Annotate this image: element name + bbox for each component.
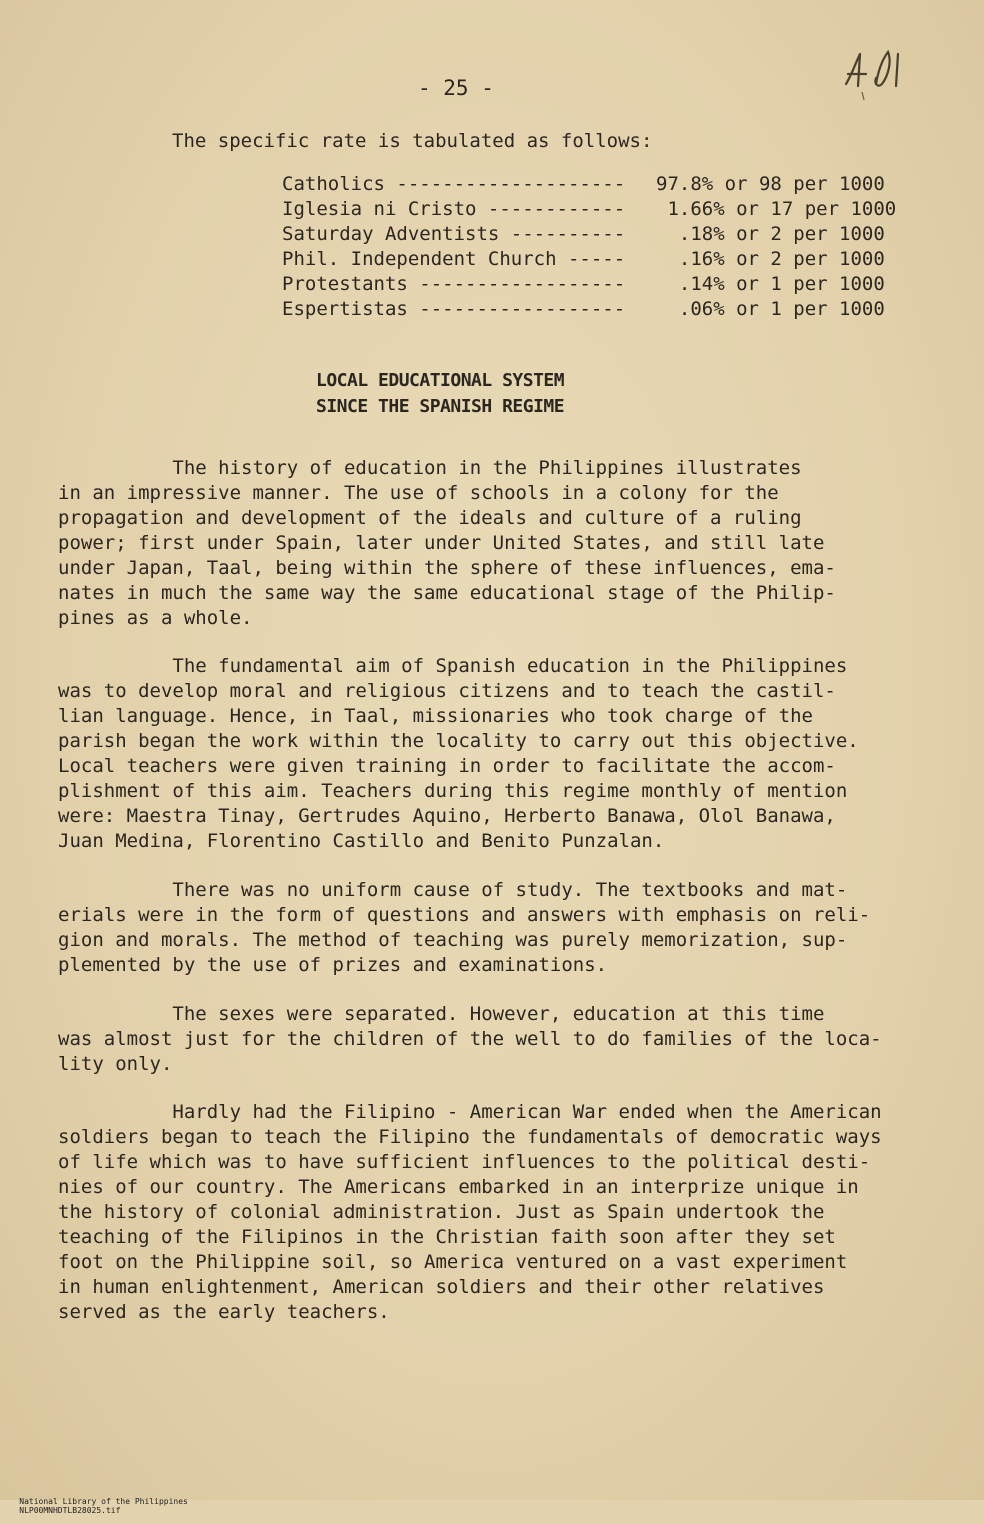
rate-value: .18% or 2 per 1000 (656, 223, 885, 245)
paragraph-line: The history of education in the Philippines illustrates (58, 457, 802, 479)
rate-value: .14% or 1 per 1000 (656, 273, 885, 295)
paragraph-line: nates in much the same way the same educational stage of the Philip- (58, 582, 836, 604)
paragraph-line: pines as a whole. (58, 607, 253, 629)
rate-label: Catholics -------------------- (282, 173, 626, 195)
section-heading-line: SINCE THE SPANISH REGIME (316, 396, 565, 417)
section-heading-line: LOCAL EDUCATIONAL SYSTEM (316, 370, 565, 391)
paragraph-line: The sexes were separated. However, education at this time (58, 1003, 825, 1025)
paragraph-line: The fundamental aim of Spanish education in the Philippines (58, 655, 848, 677)
paragraph-line: Juan Medina, Florentino Castillo and Benito Punzalan. (58, 830, 665, 852)
rate-row (282, 297, 896, 322)
rate-label: Saturday Adventists ---------- (282, 223, 626, 245)
page-number: - 25 - (418, 76, 494, 100)
paragraph (58, 654, 938, 854)
rate-label: Iglesia ni Cristo ------------ (282, 198, 626, 220)
paragraph (58, 1002, 938, 1077)
paragraph-line: teaching of the Filipinos in the Christian faith soon after they set (58, 1226, 836, 1248)
paragraph-line: of life which was to have sufficient influences to the political desti- (58, 1151, 871, 1173)
paragraph-line: gion and morals. The method of teaching was purely memorization, sup- (58, 929, 848, 951)
paragraph (58, 1100, 938, 1325)
rate-row (282, 172, 896, 197)
rate-row (282, 247, 896, 272)
paragraph-line: the history of colonial administration. Just as Spain undertook the (58, 1201, 825, 1223)
paragraph-line: in human enlightenment, American soldiers and their other relatives (58, 1276, 825, 1298)
rate-value: 97.8% or 98 per 1000 (656, 173, 885, 195)
intro-text: The specific rate is tabulated as follows: (172, 130, 653, 152)
rate-row (282, 197, 896, 222)
paragraph-line: nies of our country. The Americans embarked in an interprize unique in (58, 1176, 859, 1198)
handwritten-folio-mark (838, 44, 908, 100)
paragraph-line: under Japan, Taal, being within the sphere of these influences, ema- (58, 557, 836, 579)
paragraph-line: was to develop moral and religious citizens and to teach the castil- (58, 680, 836, 702)
paragraph-line: in an impressive manner. The use of schools in a colony for the (58, 482, 779, 504)
paragraph-line: There was no uniform cause of study. The textbooks and mat- (58, 879, 848, 901)
section-heading (316, 368, 564, 420)
paragraph (58, 456, 938, 631)
paragraph-line: plemented by the use of prizes and examinations. (58, 954, 608, 976)
paragraph-line: were: Maestra Tinay, Gertrudes Aquino, Herberto Banawa, Olol Banawa, (58, 805, 836, 827)
scan-footer (0, 1488, 208, 1524)
rate-row (282, 222, 896, 247)
rate-value: 1.66% or 17 per 1000 (656, 198, 897, 220)
paragraph-line: foot on the Philippine soil, so America ventured on a vast experiment (58, 1251, 848, 1273)
rate-value: .16% or 2 per 1000 (656, 248, 885, 270)
rate-label: Phil. Independent Church ----- (282, 248, 626, 270)
paragraph-line: lian language. Hence, in Taal, missionaries who took charge of the (58, 705, 813, 727)
rate-table (282, 172, 896, 322)
paragraph-line: power; first under Spain, later under United States, and still late (58, 532, 825, 554)
rate-value: .06% or 1 per 1000 (656, 298, 885, 320)
paragraph-line: soldiers began to teach the Filipino the fundamentals of democratic ways (58, 1126, 882, 1148)
paragraph-line: plishment of this aim. Teachers during this regime monthly of mention (58, 780, 848, 802)
paragraph-line: propagation and development of the ideals and culture of a ruling (58, 507, 802, 529)
paragraph-line: parish began the work within the locality to carry out this objective. (58, 730, 859, 752)
rate-label: Espertistas ------------------ (282, 298, 626, 320)
paragraph-line: Hardly had the Filipino - American War ended when the American (58, 1101, 882, 1123)
paragraph-line: lity only. (58, 1053, 173, 1075)
paragraph-line: served as the early teachers. (58, 1301, 390, 1323)
rate-row (282, 272, 896, 297)
paragraph-line: Local teachers were given training in order to facilitate the accom- (58, 755, 836, 777)
footer-library: National Library of the Philippines (19, 1497, 188, 1506)
rate-label: Protestants ------------------ (282, 273, 626, 295)
paragraph (58, 878, 938, 978)
footer-file-id: NLP00MNHDTLB28025.tif (19, 1506, 121, 1515)
paragraph-line: was almost just for the children of the well to do families of the loca- (58, 1028, 882, 1050)
paragraph-line: erials were in the form of questions and answers with emphasis on reli- (58, 904, 871, 926)
